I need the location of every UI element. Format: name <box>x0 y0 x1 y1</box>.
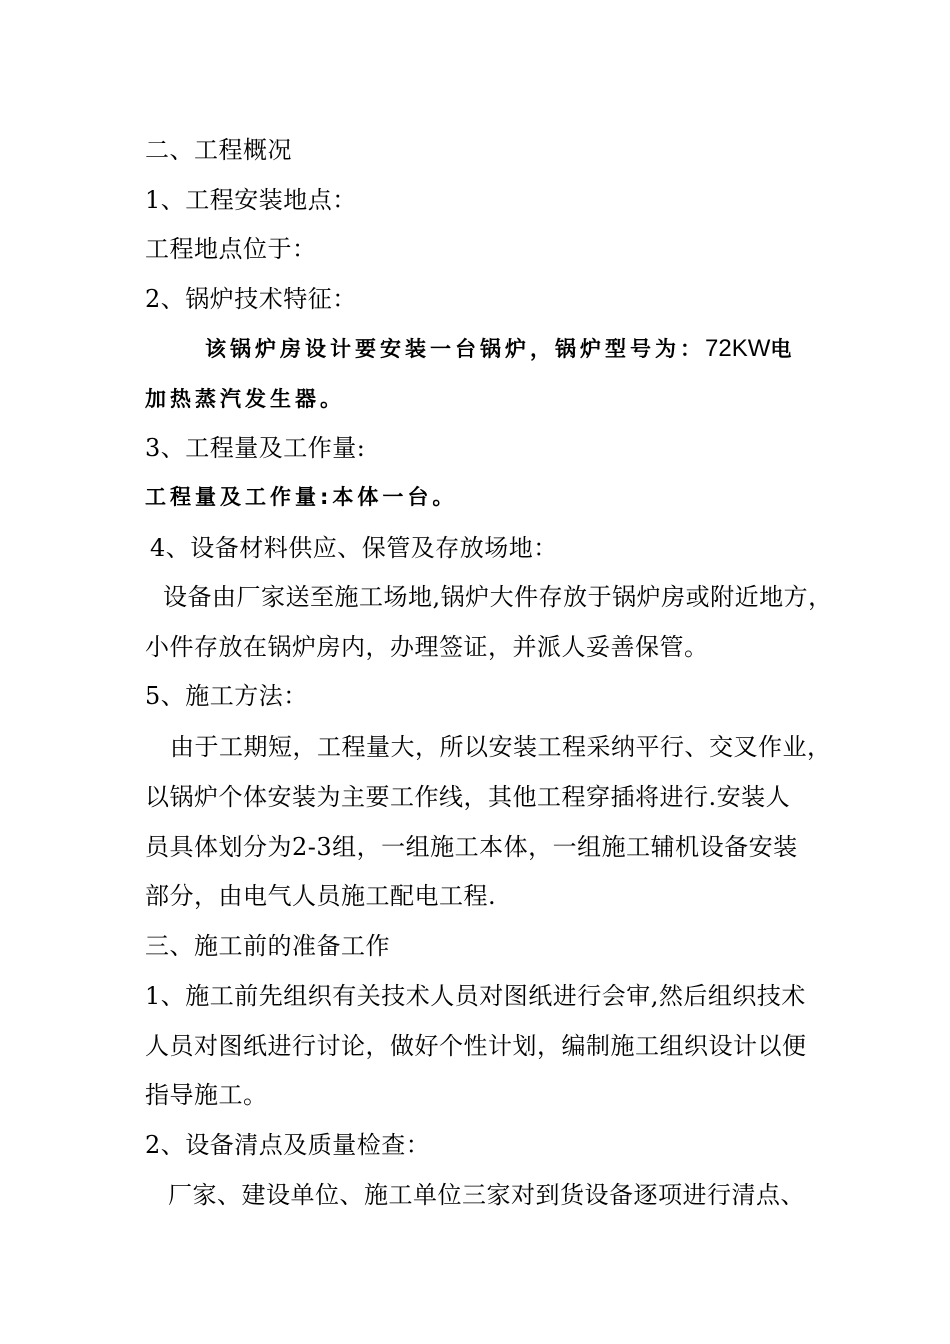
subsection-heading: 4、设备材料供应、保管及存放场地： <box>150 534 558 562</box>
subsection-heading: 2、设备清点及质量检查： <box>145 1131 431 1159</box>
paragraph-line: 员具体划分为2-3组，一组施工本体，一组施工辅机设备安装 <box>145 833 798 861</box>
paragraph-line: 设备由厂家送至施工场地,锅炉大件存放于锅炉房或附近地方， <box>163 583 833 611</box>
bold-text: 电 <box>770 337 796 361</box>
subsection-heading: 3、工程量及工作量: <box>145 434 366 462</box>
subsection-heading: 2、锅炉技术特征： <box>145 285 357 313</box>
section-heading: 二、工程概况 <box>145 136 292 164</box>
section-heading: 三、施工前的准备工作 <box>145 932 390 960</box>
bold-paragraph-line: 加热蒸汽发生器。 <box>145 387 345 411</box>
paragraph-line: 部分，由电气人员施工配电工程. <box>145 882 497 910</box>
paragraph-line: 以锅炉个体安装为主要工作线，其他工程穿插将进行.安装人 <box>145 783 791 811</box>
paragraph-line: 工程地点位于： <box>145 235 317 263</box>
paragraph-line: 人员对图纸进行讨论，做好个性计划，编制施工组织设计以便 <box>145 1032 807 1060</box>
subsection-heading: 1、工程安装地点： <box>145 186 357 214</box>
paragraph-line: 1、施工前先组织有关技术人员对图纸进行会审,然后组织技术 <box>145 982 806 1010</box>
bold-text: 该锅炉房设计要安装一台锅炉，锅炉型号为： <box>205 337 705 361</box>
subsection-heading: 5、施工方法： <box>145 682 308 710</box>
bold-paragraph-line <box>205 333 925 365</box>
paragraph-line: 指导施工。 <box>145 1081 268 1109</box>
paragraph-line: 由于工期短，工程量大，所以安装工程采纳平行、交叉作业， <box>170 733 832 761</box>
paragraph-line: 小件存放在锅炉房内，办理签证，并派人妥善保管。 <box>145 633 709 661</box>
paragraph-line: 厂家、建设单位、施工单位三家对到货设备逐项进行清点、 <box>168 1181 805 1209</box>
model-number: 72KW <box>705 335 771 362</box>
bold-paragraph-line: 工程量及工作量:本体一台。 <box>145 485 458 509</box>
